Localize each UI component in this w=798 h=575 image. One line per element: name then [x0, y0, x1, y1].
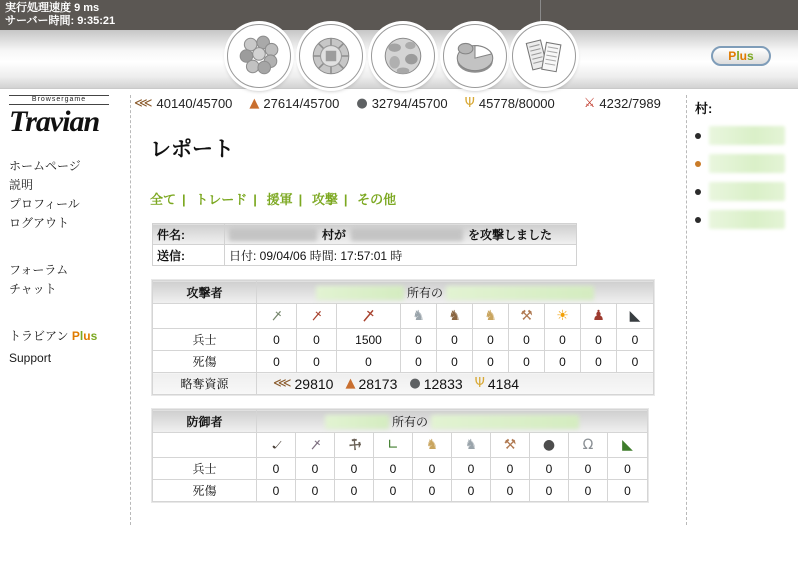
content-right-separator: [686, 95, 687, 525]
statistics-view-icon[interactable]: [443, 24, 507, 88]
hero-icon: ◣: [622, 437, 633, 453]
crop-icon: Ψ: [474, 376, 485, 391]
chief-icon: Ω: [582, 437, 594, 453]
reports-view-icon[interactable]: [512, 24, 576, 88]
villages-panel: [695, 98, 791, 229]
casualty-count: 0: [437, 351, 473, 373]
soldier-count: 0: [401, 329, 437, 351]
casualties-label: 死傷: [153, 480, 257, 502]
tab-attack[interactable]: 攻撃: [311, 192, 338, 207]
soldier-count: 0: [257, 458, 296, 480]
clay-icon: ▲: [249, 96, 260, 111]
redacted-attacker-village[interactable]: [446, 286, 594, 300]
soldier-count: 0: [452, 458, 491, 480]
reports-papers-icon: [521, 33, 567, 79]
wood-icon: ⋘: [134, 96, 153, 111]
clay-icon: ▲: [345, 376, 356, 391]
left-sidebar: [9, 95, 127, 368]
loot-clay-amount: 28173: [358, 375, 398, 392]
casualty-count: 0: [491, 480, 530, 502]
soldier-count: 0: [374, 458, 413, 480]
map-view-icon[interactable]: [371, 24, 435, 88]
redacted-village-name[interactable]: [709, 126, 785, 145]
casualty-count: 0: [617, 351, 654, 373]
soldier-count: 0: [491, 458, 530, 480]
casualty-count: 0: [297, 351, 337, 373]
defender-table: [152, 409, 648, 502]
plus-letter: l: [736, 49, 740, 63]
tab-reinforcement[interactable]: 援軍: [266, 192, 293, 207]
soldier-count: 0: [617, 329, 654, 351]
crop-consumption: [584, 96, 661, 111]
tab-separator: |: [298, 192, 303, 207]
casualty-count: 0: [569, 480, 608, 502]
redacted-attacker-player[interactable]: [316, 286, 404, 300]
village-center-icon: [308, 33, 354, 79]
plus-letter: u: [739, 49, 747, 63]
soldier-count: 1500: [337, 329, 401, 351]
plus-prefix: トラビアン: [9, 329, 69, 343]
paladin-icon: ♞: [425, 437, 439, 453]
pie-chart-icon: [452, 33, 498, 79]
soldier-count: 0: [335, 458, 374, 480]
soldier-count: 0: [509, 329, 545, 351]
redacted-target-village[interactable]: [351, 228, 463, 241]
subject-text: を攻撃しました: [468, 227, 553, 242]
tab-separator: |: [182, 192, 186, 207]
redacted-village-name[interactable]: [709, 154, 785, 173]
logo-subtitle: Browsergame: [9, 95, 109, 105]
battering-ram-icon: ⚒: [520, 308, 533, 324]
sidebar-link-profile[interactable]: プロフィール: [9, 197, 80, 211]
fire-catapult-icon: ☀: [556, 308, 569, 324]
loot-crop-amount: 4184: [487, 375, 520, 392]
processing-speed: 実行処理速度 9 ms: [5, 2, 100, 14]
report-info-table: [152, 223, 577, 266]
casualty-count: 0: [608, 480, 648, 502]
wood-icon: ⋘: [273, 376, 292, 391]
soldier-count: 0: [437, 329, 473, 351]
plus-letter: u: [83, 329, 91, 343]
redacted-village-name[interactable]: [709, 210, 785, 229]
tab-separator: |: [253, 192, 257, 207]
casualty-count: 0: [530, 480, 569, 502]
globe-icon: [380, 33, 426, 79]
soldiers-label: 兵士: [153, 329, 257, 351]
main-content: [134, 96, 686, 502]
iron-icon: ●: [356, 96, 368, 111]
soldier-count: 0: [545, 329, 581, 351]
casualties-label: 死傷: [153, 351, 257, 373]
resource-wood: [134, 96, 232, 111]
casualty-count: 0: [335, 480, 374, 502]
casualty-count: 0: [296, 480, 335, 502]
sidebar-link-forum[interactable]: フォーラム: [9, 263, 69, 277]
subject-label: 件名:: [153, 224, 225, 245]
iron-icon: ●: [409, 376, 421, 391]
loot-iron-amount: 12833: [423, 375, 463, 392]
casualty-count: 0: [473, 351, 509, 373]
casualty-count: 0: [401, 351, 437, 373]
travian-logo[interactable]: Travian: [9, 105, 100, 138]
soldiers-label: 兵士: [153, 458, 257, 480]
clay-amount: 27614/45700: [263, 96, 340, 111]
loot-wood-amount: 29810: [294, 375, 334, 392]
page-title: レポート: [150, 138, 234, 161]
village-list-item-active[interactable]: [695, 154, 791, 173]
village-list-item[interactable]: [695, 126, 791, 145]
equites-legati-icon: ♞: [412, 308, 425, 324]
owner-text: 所有の: [406, 285, 443, 300]
casualty-count: 0: [452, 480, 491, 502]
sidebar-link-logout[interactable]: ログアウト: [9, 216, 70, 230]
attacker-label: 攻撃者: [153, 281, 257, 304]
equites-imperatoris-icon: ♞: [448, 308, 461, 324]
soldier-count: 0: [297, 329, 337, 351]
village-bullet: [695, 133, 701, 139]
crop-icon: Ψ: [464, 96, 475, 111]
senator-icon: ♟: [592, 308, 605, 324]
redacted-defender-village[interactable]: [431, 415, 579, 429]
attacker-owner: [257, 281, 654, 304]
casualty-count: 0: [257, 351, 297, 373]
hero-icon: ◣: [629, 308, 641, 324]
village-bullet: [695, 217, 701, 223]
consumption-amount: 4232/7989: [599, 96, 661, 111]
soldier-count: 0: [413, 458, 452, 480]
tab-other[interactable]: その他: [357, 192, 397, 207]
subject-text: 村が: [322, 227, 347, 242]
plus-button[interactable]: [711, 46, 771, 66]
catapult-stone-icon: ●: [542, 437, 556, 453]
sidebar-link-manual[interactable]: 説明: [9, 178, 34, 192]
equites-caesaris-icon: ♞: [484, 308, 497, 324]
active-village-bullet: [695, 161, 701, 167]
soldier-count: 0: [473, 329, 509, 351]
legionnaire-icon: †: [268, 307, 285, 325]
casualty-count: 0: [509, 351, 545, 373]
sent-label: 送信:: [153, 245, 225, 266]
iron-amount: 32794/45700: [371, 96, 448, 111]
clubswinger-icon: ♩: [268, 436, 284, 454]
resource-crop: [465, 96, 555, 111]
casualty-count: 0: [413, 480, 452, 502]
defender-label: 防御者: [153, 410, 257, 433]
server-time: サーバー時間: 9:35:21: [5, 15, 116, 27]
sidebar-link-support[interactable]: Support: [9, 351, 52, 365]
soldier-count: 0: [257, 329, 297, 351]
spearman-icon: †: [307, 436, 323, 454]
teutonic-knight-icon: ♞: [464, 437, 478, 453]
redacted-village-name[interactable]: [709, 182, 785, 201]
praetorian-icon: †: [308, 307, 325, 325]
imperian-icon: †: [358, 305, 379, 326]
crop-amount: 45778/80000: [478, 96, 555, 111]
village-center-view-icon[interactable]: [299, 24, 363, 88]
plus-letter: l: [79, 329, 84, 343]
sidebar-link-home[interactable]: ホームページ: [9, 159, 81, 173]
resource-bar: [134, 96, 686, 111]
casualty-count: 0: [257, 480, 296, 502]
soldier-count: 0: [530, 458, 569, 480]
wood-amount: 40140/45700: [156, 96, 233, 111]
tab-all[interactable]: 全て: [150, 192, 177, 207]
casualty-count: 0: [374, 480, 413, 502]
scout-boot-icon: ∟: [387, 437, 399, 453]
hex-fields-icon: [236, 33, 282, 79]
resource-clay: [249, 96, 339, 111]
attacker-table: [152, 280, 654, 395]
owner-text: 所有の: [391, 414, 428, 429]
axeman-icon: ⚒: [344, 434, 364, 456]
plus-letter: P: [728, 49, 737, 63]
soldier-count: 0: [296, 458, 335, 480]
content-left-separator: [130, 95, 131, 525]
report-tabs: [150, 189, 686, 208]
loot-label: 略奪資源: [153, 373, 257, 395]
plus-letter: s: [90, 329, 98, 343]
village-bullet: [695, 189, 701, 195]
subject-value: [229, 226, 572, 243]
casualty-count: 0: [545, 351, 581, 373]
soldier-count: 0: [569, 458, 608, 480]
soldier-count: 0: [581, 329, 617, 351]
plus-letter: s: [747, 49, 754, 63]
defender-owner: [257, 410, 648, 433]
village-list-item[interactable]: [695, 210, 791, 229]
looted-resources: [259, 376, 651, 392]
villages-title: 村:: [695, 101, 713, 116]
redacted-attacker-village[interactable]: [229, 228, 317, 241]
plus-letter: P: [71, 329, 80, 343]
crossed-swords-icon: ⚔: [583, 96, 596, 111]
resource-iron: [356, 96, 447, 111]
redacted-defender-player[interactable]: [325, 415, 389, 429]
soldier-count: 0: [608, 458, 648, 480]
sidebar-link-travian-plus[interactable]: [9, 327, 127, 346]
ram-icon: ⚒: [503, 437, 517, 453]
casualty-count: 0: [337, 351, 401, 373]
sidebar-link-chat[interactable]: チャット: [9, 282, 57, 296]
village-list-item[interactable]: [695, 182, 791, 201]
village-resources-view-icon[interactable]: [227, 24, 291, 88]
tab-separator: |: [343, 192, 348, 207]
casualty-count: 0: [581, 351, 617, 373]
tab-trade[interactable]: トレード: [195, 192, 248, 207]
sent-value: 日付: 09/04/06 時間: 17:57:01 時: [225, 245, 577, 266]
